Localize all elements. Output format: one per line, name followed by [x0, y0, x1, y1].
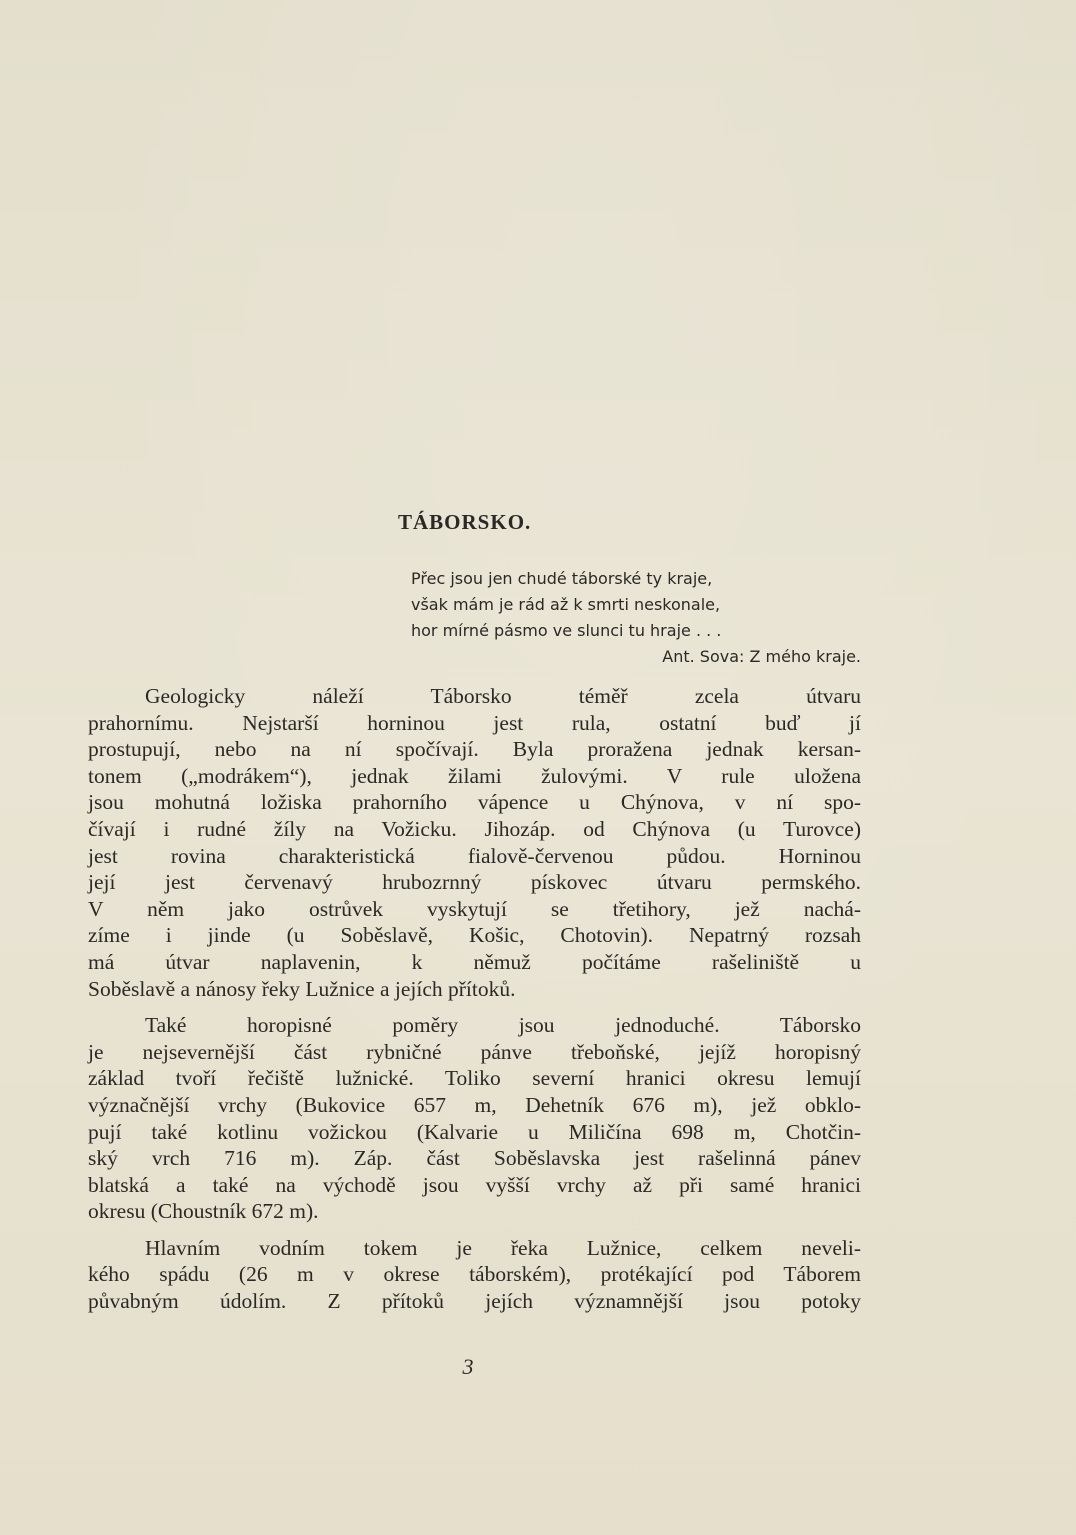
text-line: Soběslavě a nánosy řeky Lužnice a jejích přítoků.: [88, 976, 516, 1001]
text-line: její jest červenavý hrubozrnný pískovec útvaru permského.: [88, 870, 861, 895]
text-line: V něm jako ostrůvek vyskytují se třetihory, jež nachá-: [88, 896, 861, 921]
chapter-title: TÁBORSKO.: [398, 510, 532, 534]
text-line: základ tvoří řečiště lužnické. Toliko severní hranici okresu lemují: [88, 1066, 861, 1091]
paragraph-hydrography: [88, 1235, 861, 1315]
epigraph-line: však mám je rád až k smrti neskonale,: [411, 595, 721, 614]
text-line: Také horopisné poměry jsou jednoduché. Táborsko: [145, 1013, 861, 1038]
text-line: je nejsevernější část rybničné pánve třeboňské, jejíž horopisný: [88, 1039, 861, 1064]
text-line: jsou mohutná ložiska prahorního vápence u Chýnova, v ní spo-: [88, 790, 861, 815]
epigraph: [411, 566, 861, 670]
body-text: [88, 683, 861, 1315]
text-line: význačnější vrchy (Bukovice 657 m, Dehetník 676 m), jež obklo-: [88, 1092, 861, 1117]
paragraph-orography: [88, 1012, 861, 1225]
text-line: okresu (Choustník 672 m).: [88, 1199, 319, 1224]
epigraph-line: hor mírné pásmo ve slunci tu hraje . . .: [411, 621, 722, 640]
text-line: kého spádu (26 m v okrese táborském), protékající pod Táborem: [88, 1262, 861, 1287]
page-number: 3: [462, 1354, 474, 1379]
text-line: čívají i rudné žíly na Vožicku. Jihozáp. od Chýnova (u Turovce): [88, 816, 861, 841]
text-line: má útvar naplavenin, k němuž počítáme rašeliniště u: [88, 949, 861, 974]
text-line: prostupují, nebo na ní spočívají. Byla proražena jednak kersan-: [88, 737, 861, 762]
text-line: půvabným údolím. Z přítoků jejích významnější jsou potoky: [88, 1289, 861, 1314]
epigraph-line: Přec jsou jen chudé táborské ty kraje,: [411, 569, 713, 588]
text-line: tonem („modrákem“), jednak žilami žulovými. V rule uložena: [88, 763, 861, 788]
text-line: Geologicky náleží Táborsko téměř zcela útvaru: [145, 684, 861, 708]
text-line: jest rovina charakteristická fialově-červenou půdou. Horninou: [88, 843, 861, 868]
text-line: zíme i jinde (u Soběslavě, Košic, Chotovin). Nepatrný rozsah: [88, 923, 861, 948]
paragraph-geology: [88, 683, 861, 1002]
text-line: blatská a také na východě jsou vyšší vrchy až při samé hranici: [88, 1172, 861, 1197]
text-line: prahornímu. Nejstarší horninou jest rula, ostatní buď jí: [88, 710, 861, 735]
text-line: Hlavním vodním tokem je řeka Lužnice, celkem neveli-: [145, 1235, 861, 1260]
epigraph-attribution: Ant. Sova: Z mého kraje.: [662, 647, 861, 666]
text-line: ský vrch 716 m). Záp. část Soběslavska jest rašelinná pánev: [88, 1146, 861, 1171]
text-line: pují také kotlinu vožickou (Kalvarie u Miličína 698 m, Chotčin-: [88, 1119, 861, 1144]
